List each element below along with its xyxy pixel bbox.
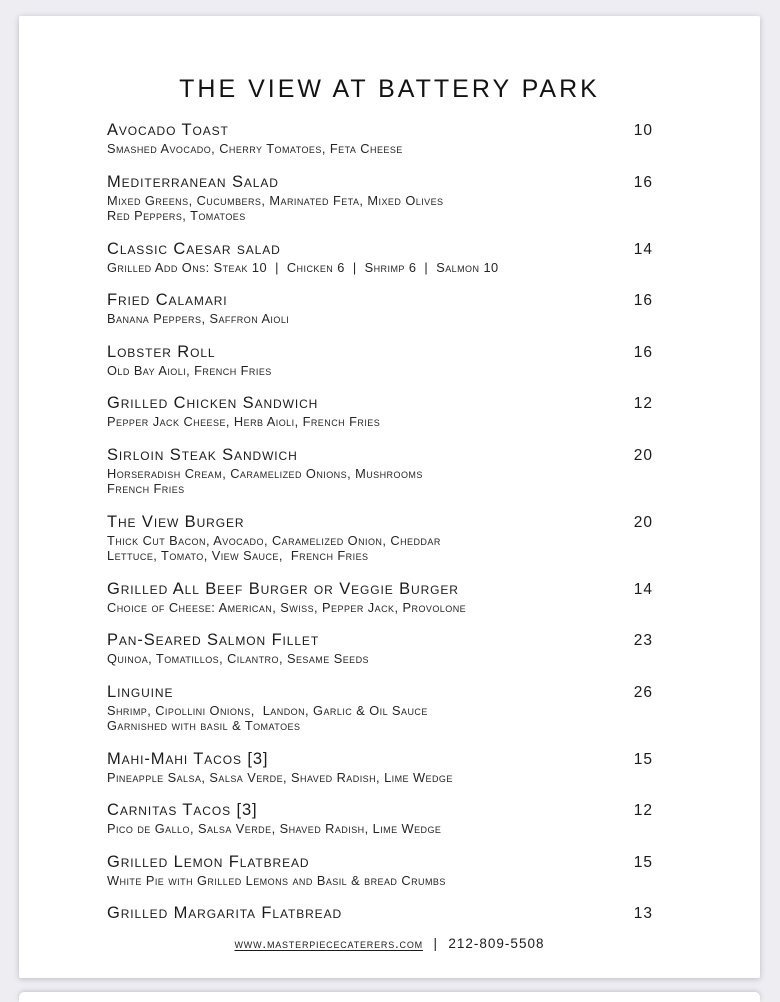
item-description-line: Pico de Gallo, Salsa Verde, Shaved Radish, Lime Wedge — [107, 821, 442, 836]
item-name: Avocado Toast — [107, 121, 229, 139]
item-name: Grilled All Beef Burger or Veggie Burger — [107, 579, 459, 598]
item-description — [107, 311, 653, 327]
item-description-line: Pepper Jack Cheese, Herb Aioli, French Fries — [107, 414, 381, 429]
menu-item — [107, 852, 653, 889]
item-price: 20 — [633, 446, 653, 464]
item-description-line: Smashed Avocado, Cherry Tomatoes, Feta Cheese — [107, 141, 403, 156]
item-name: Grilled Chicken Sandwich — [107, 394, 319, 412]
item-name: Mahi-Mahi Tacos [3] — [107, 749, 269, 768]
next-page-edge — [19, 992, 760, 1002]
item-name: Lobster Roll — [107, 342, 216, 361]
menu-item-row — [107, 630, 653, 651]
item-price: 10 — [633, 122, 653, 139]
item-name: Carnitas Tacos [3] — [107, 801, 258, 819]
item-price: 16 — [633, 173, 653, 191]
item-price: 14 — [633, 580, 653, 598]
menu-item-row — [107, 290, 653, 311]
footer-phone: 212-809-5508 — [448, 936, 545, 951]
menu-item-row — [107, 579, 653, 600]
item-description-line: Grilled Add Ons: Steak 10 | Chicken 6 | Shrimp 6 | Salmon 10 — [107, 259, 499, 275]
item-description — [107, 770, 653, 786]
item-name: Linguine — [107, 682, 174, 701]
item-description-line: Shrimp, Cipollini Onions, Landon, Garlic & Oil Sauce — [107, 702, 428, 718]
item-description — [107, 141, 653, 157]
item-description-line: Horseradish Cream, Caramelized Onions, Mushrooms — [107, 465, 423, 481]
menu-item-row — [107, 682, 653, 703]
item-description-line: Mixed Greens, Cucumbers, Marinated Feta, Mixed Olives — [107, 192, 444, 208]
item-price: 23 — [633, 632, 653, 649]
item-price: 13 — [633, 905, 653, 922]
item-name: Grilled Margarita Flatbread — [107, 904, 343, 922]
menu-item-row — [107, 172, 653, 193]
item-description — [107, 260, 653, 276]
footer-separator: | — [433, 936, 438, 951]
menu-item — [107, 393, 653, 430]
menu-item — [107, 682, 653, 734]
footer — [19, 936, 760, 951]
item-price: 20 — [633, 513, 653, 531]
menu-item — [107, 445, 653, 497]
item-price: 15 — [633, 750, 653, 768]
item-name: Grilled Lemon Flatbread — [107, 852, 310, 871]
item-description — [107, 821, 653, 837]
item-name: Classic Caesar salad — [107, 239, 281, 258]
menu-item-row — [107, 120, 653, 141]
item-price: 15 — [633, 853, 653, 871]
menu-item — [107, 800, 653, 837]
item-description-line: Quinoa, Tomatillos, Cilantro, Sesame Seeds — [107, 651, 370, 666]
menu-item-row — [107, 239, 653, 260]
item-name: Sirloin Steak Sandwich — [107, 445, 298, 464]
menu-item — [107, 512, 653, 564]
menu-item — [107, 579, 653, 616]
item-description — [107, 533, 653, 564]
item-description-line: French Fries — [107, 481, 185, 496]
item-description-line: Pineapple Salsa, Salsa Verde, Shaved Radish, Lime Wedge — [107, 769, 453, 785]
item-price: 16 — [633, 343, 653, 361]
menu-item-row — [107, 852, 653, 873]
item-price: 16 — [633, 292, 653, 309]
item-description — [107, 600, 653, 616]
menu-item — [107, 342, 653, 379]
page-title: THE VIEW AT BATTERY PARK — [179, 75, 600, 103]
item-price: 26 — [633, 683, 653, 701]
item-description — [107, 193, 653, 224]
item-description — [107, 651, 653, 667]
menu-item-row — [107, 342, 653, 363]
item-description-line: Lettuce, Tomato, View Sauce, French Fries — [107, 548, 369, 563]
menu-item — [107, 239, 653, 276]
item-name: Fried Calamari — [107, 291, 228, 309]
menu-item — [107, 290, 653, 327]
menu-item — [107, 630, 653, 667]
item-description — [107, 363, 653, 379]
item-description-line: Garnished with basil & Tomatoes — [107, 718, 301, 733]
item-description — [107, 466, 653, 497]
item-description-line: White Pie with Grilled Lemons and Basil & bread Crumbs — [107, 872, 446, 888]
menu-item — [107, 172, 653, 224]
menu-item-row — [107, 445, 653, 466]
item-price: 12 — [633, 802, 653, 819]
website-link[interactable]: www.masterpiececaterers.com — [234, 936, 423, 951]
menu-item-row — [107, 800, 653, 821]
item-description-line: Banana Peppers, Saffron Aioli — [107, 311, 290, 326]
item-name: Pan-Seared Salmon Fillet — [107, 631, 320, 649]
menu-item-row — [107, 393, 653, 414]
item-price: 12 — [633, 395, 653, 412]
item-description-line: Red Peppers, Tomatoes — [107, 208, 246, 223]
item-description — [107, 703, 653, 734]
item-name: The View Burger — [107, 512, 245, 531]
menu-item — [107, 749, 653, 786]
menu-item-row — [107, 512, 653, 533]
item-price: 14 — [633, 240, 653, 258]
menu-page — [19, 16, 760, 978]
item-description-line: Old Bay Aioli, French Fries — [107, 362, 272, 378]
item-name: Mediterranean Salad — [107, 172, 279, 191]
item-description-line: Thick Cut Bacon, Avocado, Caramelized Onion, Cheddar — [107, 532, 441, 548]
menu-item-row — [107, 903, 653, 924]
menu-item — [107, 120, 653, 157]
item-description-line: Choice of Cheese: American, Swiss, Pepper Jack, Provolone — [107, 599, 467, 615]
menu-items — [107, 120, 653, 939]
item-description — [107, 873, 653, 889]
menu-item — [107, 903, 653, 924]
menu-item-row — [107, 749, 653, 770]
item-description — [107, 414, 653, 430]
